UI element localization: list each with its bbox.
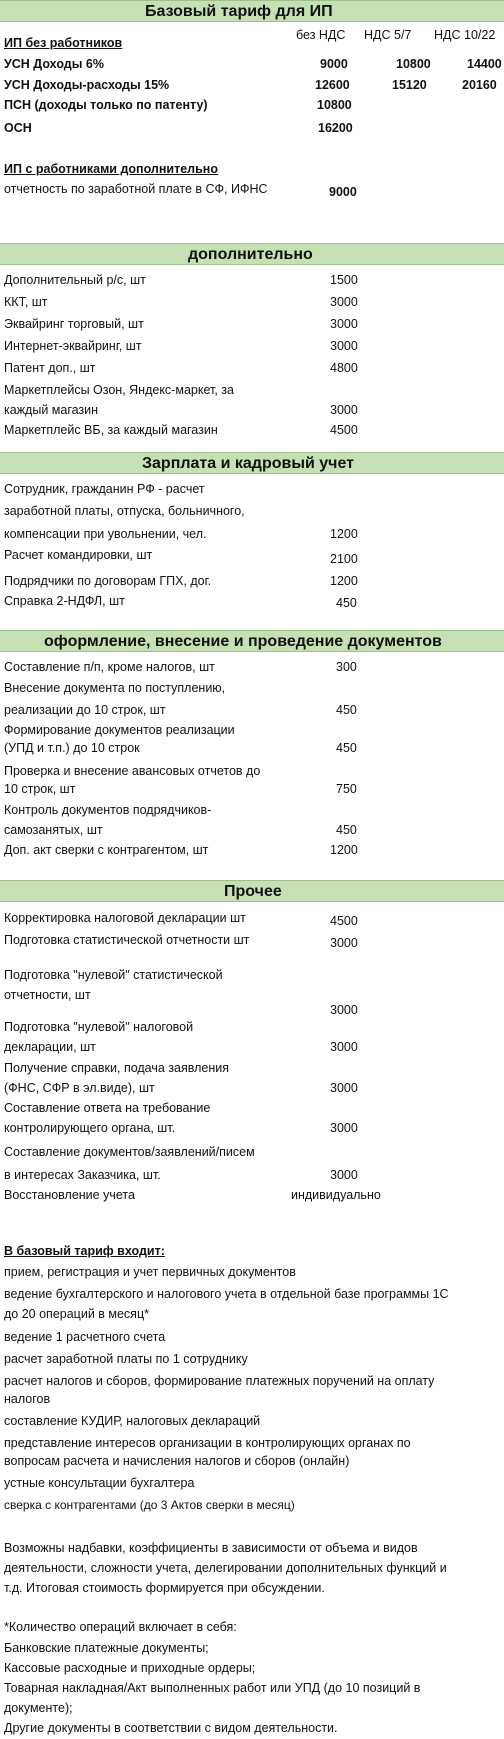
price-vat-5-7: 15120 <box>392 78 427 92</box>
group-title-with-employees: ИП с работниками дополнительно <box>4 162 218 176</box>
col-header-vat-10-22: НДС 10/22 <box>434 28 496 42</box>
section-title: Зарплата и кадровый учет <box>142 455 354 472</box>
list-item: до 20 операций в месяц* <box>4 1307 149 1321</box>
list-item: вопросам расчета и начисления налогов и сборов (онлайн) <box>4 1454 350 1468</box>
service-label: Внесение документа по поступлению, <box>4 681 226 695</box>
service-label: Патент доп., шт <box>4 361 96 375</box>
service-label: контролирующего органа, шт. <box>4 1121 176 1135</box>
service-price: 3000 <box>330 317 358 331</box>
note-line: документе); <box>4 1701 73 1715</box>
service-label: Формирование документов реализации <box>4 723 235 737</box>
service-label: Подрядчики по договорам ГПХ, дог. <box>4 574 212 588</box>
service-label: самозанятых, шт <box>4 823 103 837</box>
service-label: Составление ответа на требование <box>4 1101 211 1115</box>
note-line: деятельности, сложности учета, делегировании дополнительных функций и <box>4 1561 447 1575</box>
service-price: 450 <box>336 741 357 755</box>
service-price: 1500 <box>330 273 358 287</box>
service-price: 2100 <box>330 552 358 566</box>
service-label: Интернет-эквайринг, шт <box>4 339 142 353</box>
note-line: Другие документы в соответствии с видом деятельности. <box>4 1721 338 1735</box>
list-item: представление интересов организации в контролирующих органах по <box>4 1436 411 1450</box>
service-label: Маркетплейсы Озон, Яндекс-маркет, за <box>4 383 234 397</box>
service-label: Восстановление учета <box>4 1188 135 1202</box>
service-price: 300 <box>336 660 357 674</box>
service-price: 4500 <box>330 423 358 437</box>
service-price: 1200 <box>330 527 358 541</box>
tariff-label: УСН Доходы 6% <box>4 57 104 71</box>
price-no-vat: 16200 <box>318 121 353 135</box>
price-vat-5-7: 10800 <box>396 57 431 71</box>
service-price: 4500 <box>330 914 358 928</box>
service-label: каждый магазин <box>4 403 99 417</box>
service-price: 3000 <box>330 339 358 353</box>
note-line: Товарная накладная/Акт выполненных работ или УПД (до 10 позиций в <box>4 1681 421 1695</box>
section-header-other <box>0 880 504 902</box>
service-price: 1200 <box>330 843 358 857</box>
service-label: Справка 2-НДФЛ, шт <box>4 594 125 608</box>
list-item: налогов <box>4 1392 51 1406</box>
tariff-label: ОСН <box>4 121 32 135</box>
service-price: 3000 <box>330 936 358 950</box>
service-label: Составление п/п, кроме налогов, шт <box>4 660 215 674</box>
list-item: сверка с контрагентами (до 3 Актов сверки в месяц) <box>4 1498 295 1512</box>
note-line: Кассовые расходные и приходные ордеры; <box>4 1661 256 1675</box>
service-label: Проверка и внесение авансовых отчетов до <box>4 764 261 778</box>
service-label: отчетности, шт <box>4 988 91 1002</box>
section-title: дополнительно <box>188 246 313 263</box>
service-price: 4800 <box>330 361 358 375</box>
service-label: Эквайринг торговый, шт <box>4 317 144 331</box>
list-item: расчет налогов и сборов, формирование платежных поручений на оплату <box>4 1374 435 1388</box>
service-price: 1200 <box>330 574 358 588</box>
service-label: Расчет командировки, шт <box>4 548 153 562</box>
service-label: Корректировка налоговой декларации шт <box>4 911 246 925</box>
service-price: 750 <box>336 782 357 796</box>
service-price: 3000 <box>330 1168 358 1182</box>
section-header-basic <box>0 0 504 22</box>
list-item: ведение бухгалтерского и налогового учета в отдельной базе программы 1С <box>4 1287 449 1301</box>
service-price: 450 <box>336 703 357 717</box>
service-price: 3000 <box>330 1003 358 1017</box>
service-label: 10 строк, шт <box>4 782 76 796</box>
service-label: Доп. акт сверки с контрагентом, шт <box>4 843 209 857</box>
list-item: ведение 1 расчетного счета <box>4 1330 166 1344</box>
service-label: Сотрудник, гражданин РФ - расчет <box>4 482 205 496</box>
service-label: Составление документов/заявлений/писем <box>4 1145 255 1159</box>
price-no-vat: 9000 <box>320 57 348 71</box>
service-price: индивидуально <box>291 1188 381 1202</box>
list-item: прием, регистрация и учет первичных документов <box>4 1265 296 1279</box>
section-header-additional <box>0 243 504 265</box>
payroll-reporting-label: отчетность по заработной плате в СФ, ИФНС <box>4 182 268 196</box>
service-label: Подготовка "нулевой" налоговой <box>4 1020 194 1034</box>
list-item: расчет заработной платы по 1 сотруднику <box>4 1352 248 1366</box>
service-label: (УПД и т.п.) до 10 строк <box>4 741 140 755</box>
service-label: компенсации при увольнении, чел. <box>4 527 207 541</box>
service-label: декларации, шт <box>4 1040 96 1054</box>
service-price: 3000 <box>330 1081 358 1095</box>
service-label: Дополнительный р/с, шт <box>4 273 146 287</box>
group-title-no-employees: ИП без работников <box>4 36 123 50</box>
service-price: 3000 <box>330 295 358 309</box>
price-no-vat: 12600 <box>315 78 350 92</box>
service-label: (ФНС, СФР в эл.виде), шт <box>4 1081 155 1095</box>
tariff-label: ПСН (доходы только по патенту) <box>4 98 208 112</box>
note-line: Банковские платежные документы; <box>4 1641 209 1655</box>
price-vat-10-22: 20160 <box>462 78 497 92</box>
service-price: 3000 <box>330 1121 358 1135</box>
list-item: устные консультации бухгалтера <box>4 1476 195 1490</box>
section-header-documents <box>0 630 504 652</box>
section-header-payroll <box>0 452 504 474</box>
service-label: Подготовка статистической отчетности шт <box>4 933 250 947</box>
payroll-reporting-price: 9000 <box>329 185 357 199</box>
service-price: 3000 <box>330 1040 358 1054</box>
col-header-vat-5-7: НДС 5/7 <box>364 28 412 42</box>
service-price: 450 <box>336 823 357 837</box>
price-vat-10-22: 14400 <box>467 57 502 71</box>
service-label: Подготовка "нулевой" статистической <box>4 968 223 982</box>
service-label: Получение справки, подача заявления <box>4 1061 229 1075</box>
service-label: в интересах Заказчика, шт. <box>4 1168 161 1182</box>
service-label: ККТ, шт <box>4 295 48 309</box>
service-label: Контроль документов подрядчиков- <box>4 803 212 817</box>
included-title: В базовый тариф входит: <box>4 1244 165 1258</box>
service-price: 450 <box>336 596 357 610</box>
price-no-vat: 10800 <box>317 98 352 112</box>
note-line: т.д. Итоговая стоимость формируется при обсуждении. <box>4 1581 325 1595</box>
section-title: Базовый тариф для ИП <box>145 3 333 20</box>
note-line: *Количество операций включает в себя: <box>4 1620 237 1634</box>
service-label: реализации до 10 строк, шт <box>4 703 166 717</box>
list-item: составление КУДИР, налоговых деклараций <box>4 1414 261 1428</box>
tariff-label: УСН Доходы-расходы 15% <box>4 78 170 92</box>
note-line: Возможны надбавки, коэффициенты в зависимости от объема и видов <box>4 1541 418 1555</box>
section-title: Прочее <box>224 883 282 900</box>
service-label: заработной платы, отпуска, больничного, <box>4 504 245 518</box>
section-title: оформление, внесение и проведение документов <box>44 633 442 650</box>
service-label: Маркетплейс ВБ, за каждый магазин <box>4 423 218 437</box>
col-header-no-vat: без НДС <box>296 28 346 42</box>
service-price: 3000 <box>330 403 358 417</box>
